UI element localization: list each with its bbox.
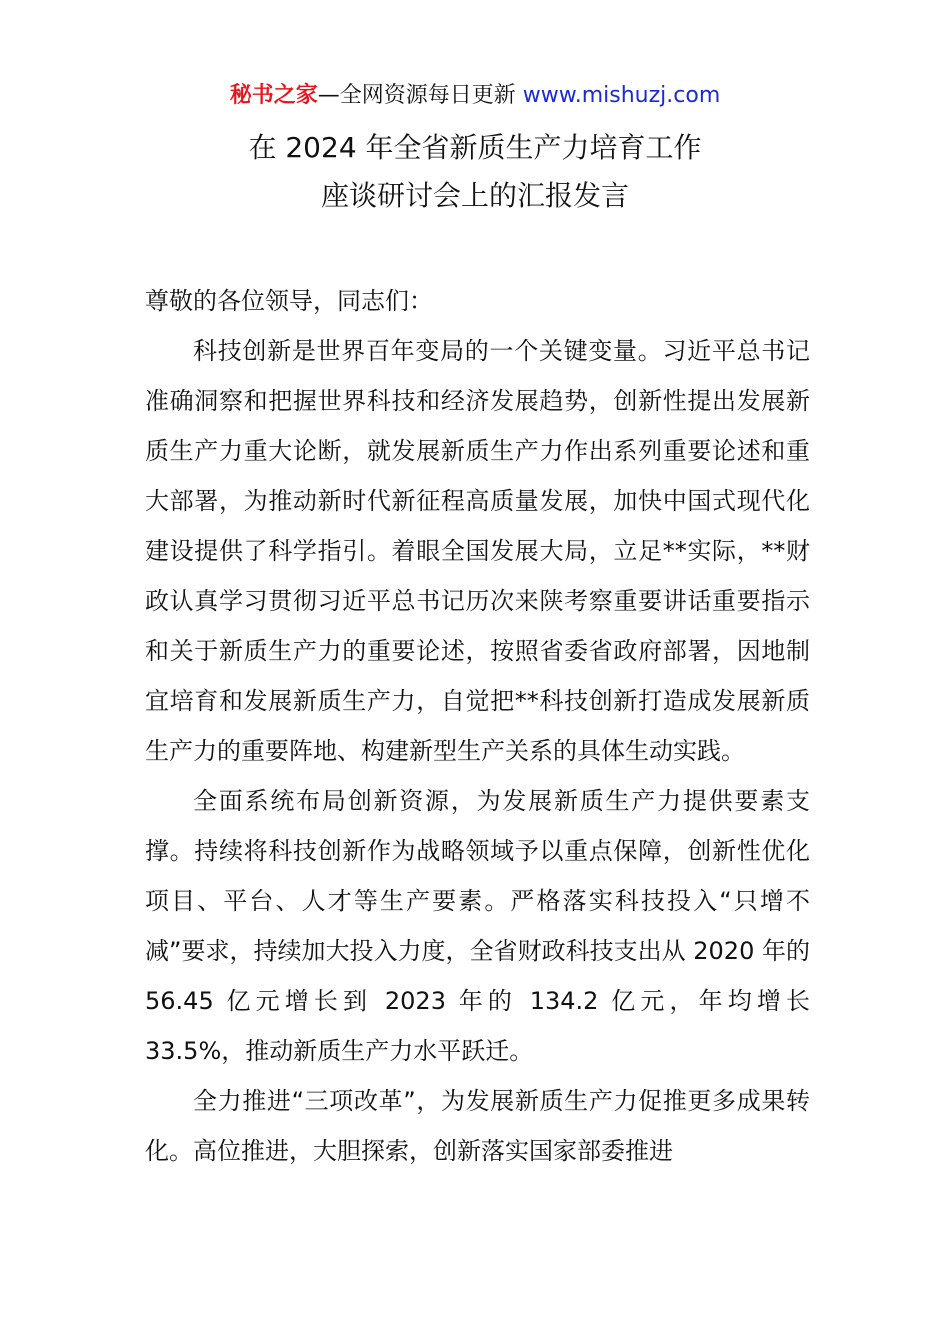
body-paragraph-1: 科技创新是世界百年变局的一个关键变量。习近平总书记准确洞察和把握世界科技和经济发展趋势，创新性提出发展新质生产力重大论断，就发展新质生产力作出系列重要论述和重大部署，为推动新时代新征程高质量发展，加快中国式现代化建设提供了科学指引。着眼全国发展大局，立足**实际，**财政认真学习贯彻习近平总书记历次来陕考察重要讲话重要指示和关于新质生产力的重要论述，按照省委省政府部署，因地制宜培育和发展新质生产力，自觉把**科技创新打造成发展新质生产力的重要阵地、构建新型生产关系的具体生动实践。 — [145, 337, 810, 765]
site-header — [0, 78, 950, 114]
document-body — [145, 276, 810, 1176]
body-paragraph-3: 全力推进“三项改革”，为发展新质生产力促推更多成果转化。高位推进，大胆探索，创新落实国家部委推进 — [145, 1087, 810, 1165]
site-url-link[interactable]: www.mishuzj.com — [522, 83, 721, 108]
document-title-line-1: 在 2024 年全省新质生产力培育工作 — [248, 131, 702, 164]
salutation: 尊敬的各位领导，同志们： — [145, 287, 433, 315]
site-brand: 秘书之家 — [229, 83, 318, 108]
body-paragraph-2: 全面系统布局创新资源，为发展新质生产力提供要素支撑。持续将科技创新作为战略领域予以重点保障，创新性优化项目、平台、人才等生产要素。严格落实科技投入“只增不减”要求，持续加大投入力度，全省财政科技支出从 2020 年的 56.45 亿元增长到 2023 年的 134.2 亿元，年均增长 33.5%，推动新质生产力水平跃迁。 — [145, 787, 810, 1065]
document-title-line-2: 座谈研讨会上的汇报发言 — [320, 179, 629, 212]
site-tagline: —全网资源每日更新 — [317, 83, 523, 108]
